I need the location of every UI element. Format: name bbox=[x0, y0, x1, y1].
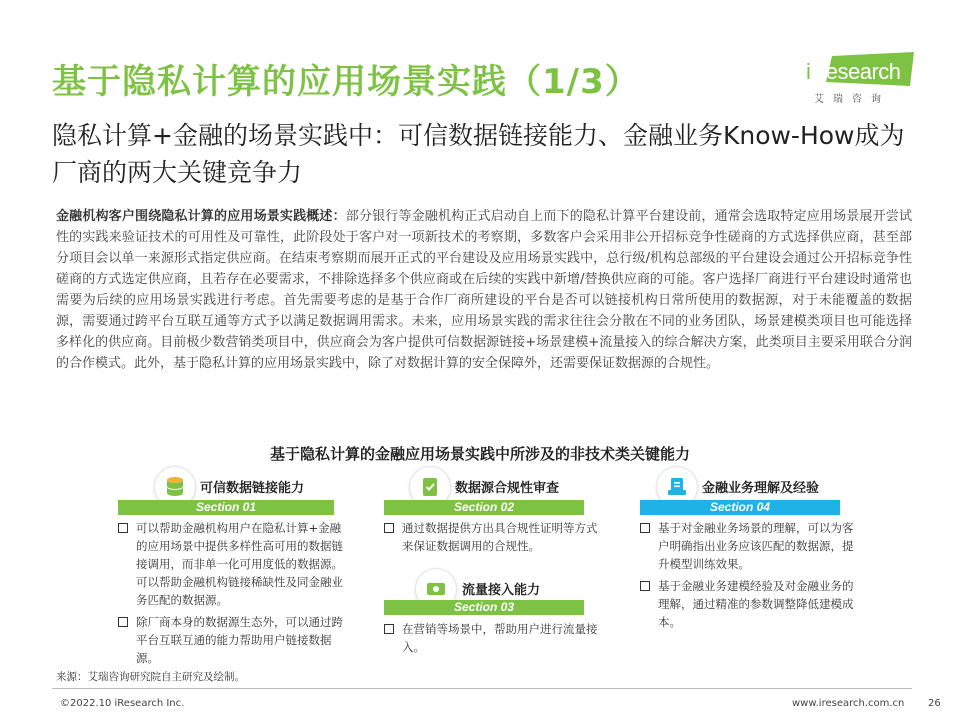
footer-divider bbox=[52, 688, 912, 689]
page-title: 基于隐私计算的应用场景实践（1/3） bbox=[52, 62, 640, 102]
list-item: 在营销等场景中，帮助用户进行流量接入。 bbox=[384, 620, 604, 656]
section-ribbon-01: Section 01 bbox=[118, 500, 334, 515]
footer-copyright: ©2022.10 iResearch Inc. bbox=[60, 698, 185, 709]
checkbox-square-icon bbox=[384, 523, 394, 533]
footer-website: www.iresearch.com.cn bbox=[792, 698, 905, 709]
card-title-data-link: 可信数据链接能力 bbox=[200, 481, 305, 496]
card-title-compliance: 数据源合规性审查 bbox=[455, 481, 560, 496]
logo-i: i bbox=[806, 59, 811, 84]
section-ribbon-03: Section 03 bbox=[384, 600, 584, 615]
source-note: 来源：艾瑞咨询研究院自主研究及绘制。 bbox=[56, 671, 245, 683]
checkbox-square-icon bbox=[640, 581, 650, 591]
overview-paragraph bbox=[56, 206, 912, 374]
section-ribbon-02: Section 02 bbox=[384, 500, 584, 515]
card-title-finance: 金融业务理解及经验 bbox=[702, 481, 820, 496]
list-item: 基于对金融业务场景的理解，可以为客户明确指出业务应该匹配的数据源，提升模型训练效果。 bbox=[640, 519, 862, 573]
checkbox-square-icon bbox=[118, 523, 128, 533]
list-item: 基于金融业务建模经验及对金融业务的理解，通过精准的参数调整降低建模成本。 bbox=[640, 577, 862, 631]
subtitle: 隐私计算+金融的场景实践中：可信数据链接能力、金融业务Know-How成为厂商的两大关键竞争力 bbox=[52, 121, 905, 187]
logo-research: Research bbox=[810, 59, 901, 84]
logo-subtitle: 艾瑞咨询 bbox=[814, 94, 890, 105]
checkbox-square-icon bbox=[640, 523, 650, 533]
card-bullets-02 bbox=[384, 519, 604, 559]
list-item: 通过数据提供方出具合规性证明等方式来保证数据调用的合规性。 bbox=[384, 519, 604, 555]
card-bullets-04 bbox=[640, 519, 862, 635]
checkbox-square-icon bbox=[384, 624, 394, 634]
page-number: 26 bbox=[928, 698, 941, 709]
logo-wordmark bbox=[806, 59, 901, 85]
list-item: 可以帮助金融机构用户在隐私计算+金融的应用场景中提供多样性高可用的数据链接调用，而非单一化可用度低的数据源。可以帮助金融机构链接稀缺性及同金融业务匹配的数据源。 bbox=[118, 519, 348, 609]
overview-lead: 金融机构客户围绕隐私计算的应用场景实践概述： bbox=[56, 209, 346, 224]
card-bullets-03 bbox=[384, 620, 604, 660]
overview-text: 部分银行等金融机构正式启动自上而下的隐私计算平台建设前，通常会选取特定应用场景展开尝试性的实践来验证技术的可用性及可靠性，此阶段处于客户对一项新技术的考察期，多数客户会采用非公开招标竞争性磋商的方式选择供应商，甚至部分项目会以单一来源形式指定供应商。在结束考察期而展开正式的平台建设及应用场景实践中，总行级/机构总部级的平台建设会通过公开招标竞争性磋商的方式选定供应商，且若存在必要需求，不排除选择多个供应商或在后续的实践中新增/替换供应商的可能。客户选择厂商进行平台建设时通常也需要为后续的应用场景实践进行考虑。首先需要考虑的是基于合作厂商所建设的平台是否可以链接机构日常所使用的数据源，对于未能覆盖的数据源，需要通过跨平台互联互通等方式予以满足数据调用需求。未来，应用场景实践的需求往往会分散在不同的业务团队，场景建模类项目也可能选择多样化的供应商。目前极少数营销类项目中，供应商会为客户提供可信数据源链接+场景建模+流量接入的综合解决方案，此类项目主要采用联合分润的合作模式。此外，基于隐私计算的应用场景实践中，除了对数据计算的安全保障外，还需要保证数据源的合规性。 bbox=[56, 209, 912, 371]
card-bullets-01 bbox=[118, 519, 348, 671]
list-item: 除厂商本身的数据源生态外，可以通过跨平台互联互通的能力帮助用户链接数据源。 bbox=[118, 613, 348, 667]
checkbox-square-icon bbox=[118, 617, 128, 627]
section-heading: 基于隐私计算的金融应用场景实践中所涉及的非技术类关键能力 bbox=[269, 445, 690, 463]
card-title-traffic: 流量接入能力 bbox=[462, 583, 541, 598]
iresearch-logo bbox=[806, 52, 916, 105]
section-ribbon-04: Section 04 bbox=[640, 500, 840, 515]
